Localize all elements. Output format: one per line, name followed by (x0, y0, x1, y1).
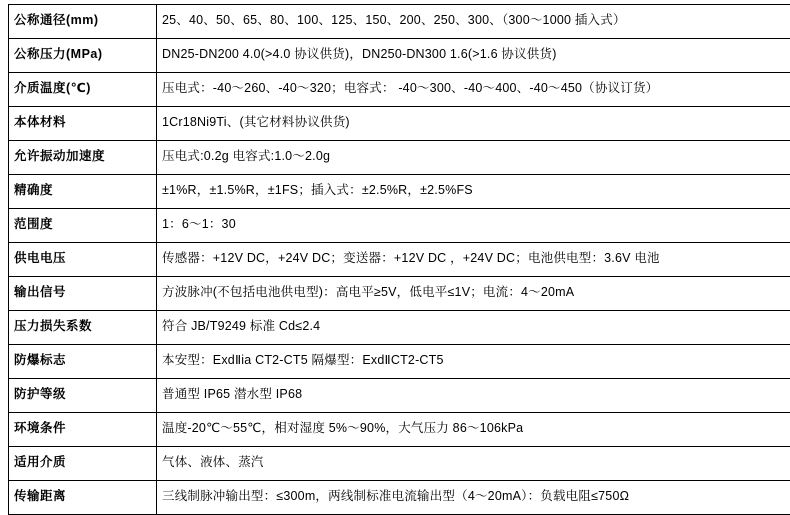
row-value: 压电式：-40～260、-40～320；电容式： -40～300、-40～400、-40～450（协议订货） (157, 73, 790, 107)
row-label: 防护等级 (9, 379, 157, 413)
row-value: 压电式:0.2g 电容式:1.0～2.0g (157, 141, 790, 175)
row-label: 输出信号 (9, 277, 157, 311)
row-value: 普通型 IP65 潜水型 IP68 (157, 379, 790, 413)
table-row (9, 209, 790, 243)
row-value: 气体、液体、蒸汽 (157, 447, 790, 481)
row-value: DN25-DN200 4.0(>4.0 协议供货)，DN250-DN300 1.6(>1.6 协议供货) (157, 39, 790, 73)
row-value: 1：6～1：30 (157, 209, 790, 243)
table-row (9, 107, 790, 141)
table-row (9, 447, 790, 481)
row-value: 温度-20℃～55℃，相对湿度 5%～90%，大气压力 86～106kPa (157, 413, 790, 447)
row-label: 防爆标志 (9, 345, 157, 379)
table-row (9, 413, 790, 447)
row-label: 适用介质 (9, 447, 157, 481)
row-value: 25、40、50、65、80、100、125、150、200、250、300、（300～1000 插入式） (157, 5, 790, 39)
table-row (9, 311, 790, 345)
row-value: 方波脉冲(不包括电池供电型)：高电平≥5V，低电平≤1V；电流：4～20mA (157, 277, 790, 311)
row-label: 传输距离 (9, 481, 157, 515)
row-label: 本体材料 (9, 107, 157, 141)
specification-table (8, 4, 790, 515)
row-value: ±1%R，±1.5%R，±1FS；插入式：±2.5%R，±2.5%FS (157, 175, 790, 209)
row-label: 范围度 (9, 209, 157, 243)
table-row (9, 39, 790, 73)
row-label: 压力损失系数 (9, 311, 157, 345)
row-value: 符合 JB/T9249 标准 Cd≤2.4 (157, 311, 790, 345)
row-value: 三线制脉冲输出型：≤300m，两线制标准电流输出型（4～20mA）：负载电阻≤750Ω (157, 481, 790, 515)
row-label: 精确度 (9, 175, 157, 209)
table-row (9, 379, 790, 413)
table-row (9, 277, 790, 311)
table-row (9, 481, 790, 515)
table-row (9, 345, 790, 379)
row-label: 公称压力(MPa) (9, 39, 157, 73)
row-label: 介质温度(℃) (9, 73, 157, 107)
row-label: 环境条件 (9, 413, 157, 447)
row-value: 1Cr18Ni9Ti、(其它材料协议供货) (157, 107, 790, 141)
row-value: 传感器：+12V DC，+24V DC；变送器：+12V DC ，+24V DC；电池供电型：3.6V 电池 (157, 243, 790, 277)
table-row (9, 175, 790, 209)
row-label: 公称通径(mm) (9, 5, 157, 39)
table-row (9, 5, 790, 39)
table-body (9, 5, 790, 515)
row-label: 供电电压 (9, 243, 157, 277)
row-value: 本安型：ExdⅡia CT2-CT5 隔爆型：ExdⅡCT2-CT5 (157, 345, 790, 379)
table-row (9, 73, 790, 107)
row-label: 允许振动加速度 (9, 141, 157, 175)
table-row (9, 243, 790, 277)
table-row (9, 141, 790, 175)
